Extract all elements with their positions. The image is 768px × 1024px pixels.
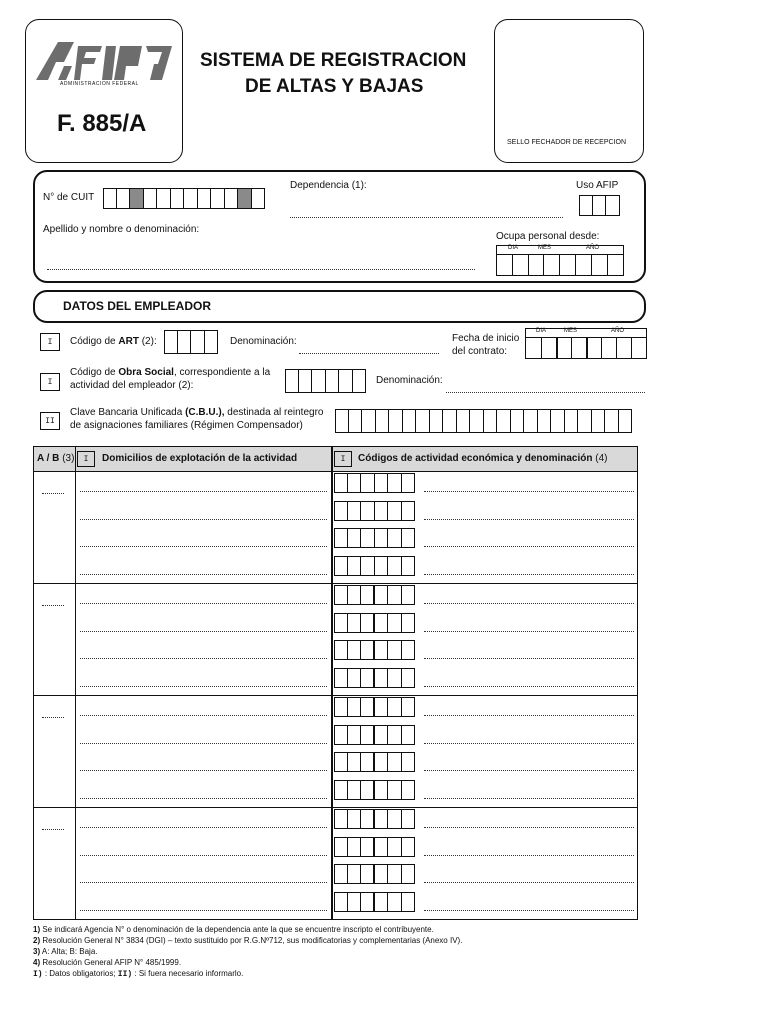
table-block-separator [34,583,637,584]
activity-code-input[interactable] [334,780,415,800]
col-codigos-mark: I [334,451,352,467]
activity-denominacion-field[interactable] [424,546,634,547]
domicilio-field[interactable] [80,546,327,547]
dependencia-label: Dependencia (1): [290,180,367,191]
activity-denominacion-field[interactable] [424,910,634,911]
domicilio-field[interactable] [80,855,327,856]
activity-denominacion-field[interactable] [424,574,634,575]
domicilio-field[interactable] [80,491,327,492]
activity-denominacion-field[interactable] [424,743,634,744]
alta-baja-field[interactable] [42,605,64,606]
domicilio-field[interactable] [80,882,327,883]
domicilio-field[interactable] [80,910,327,911]
activity-code-input[interactable] [334,837,415,857]
month-header: MES [564,328,578,334]
activity-denominacion-field[interactable] [424,827,634,828]
activity-denominacion-field[interactable] [424,658,634,659]
obra-social-code-input[interactable] [285,369,366,393]
contract-start-date[interactable] [525,328,647,359]
cbu-label-line2: de asignaciones familiares (Régimen Compensador) [70,420,303,431]
activity-code-input[interactable] [334,725,415,745]
day-header: DIA [536,328,547,334]
domicilio-field[interactable] [80,574,327,575]
year-header: AÑO [586,245,600,251]
fecha-inicio-line1: Fecha de inicio [452,333,520,344]
activity-code-input[interactable] [334,556,415,576]
activity-code-input[interactable] [334,613,415,633]
col-codigos-header: Códigos de actividad económica y denominación (4) [358,453,608,464]
activity-denominacion-field[interactable] [424,491,634,492]
apellido-label: Apellido y nombre o denominación: [43,224,200,235]
activity-denominacion-field[interactable] [424,631,634,632]
domicilio-field[interactable] [80,658,327,659]
alta-baja-field[interactable] [42,829,64,830]
art-code-label: Código de ART (2): [70,336,157,347]
obra-social-denominacion-field[interactable] [446,392,645,393]
domicilio-field[interactable] [80,770,327,771]
activity-denominacion-field[interactable] [424,519,634,520]
activity-denominacion-field[interactable] [424,798,634,799]
col-ab-header: A / B (3) [37,453,75,464]
activity-code-input[interactable] [334,501,415,521]
art-denominacion-label: Denominación: [230,336,297,347]
form-number: F. 885/A [57,110,147,137]
domicilio-field[interactable] [80,827,327,828]
col-domicilios-header: Domicilios de explotación de la actividad [102,453,298,464]
footnote-1: 1) Se indicará Agencia N° o denominación de la dependencia ante la que se encuentre inscripto el contribuyente. [33,925,434,934]
activity-code-input[interactable] [334,585,415,605]
activity-code-input[interactable] [334,697,415,717]
employer-section-title: DATOS DEL EMPLEADOR [63,299,212,313]
art-code-input[interactable] [164,330,218,354]
domicilio-field[interactable] [80,631,327,632]
activity-code-input[interactable] [334,640,415,660]
cuit-input[interactable] [103,188,265,209]
activity-denominacion-field[interactable] [424,770,634,771]
ocupa-personal-label: Ocupa personal desde: [496,231,600,242]
table-block-separator [34,695,637,696]
domicilio-field[interactable] [80,686,327,687]
activity-code-input[interactable] [334,864,415,884]
uso-afip-box [579,195,620,216]
ocupa-personal-date[interactable] [496,245,624,276]
day-header: DIA [508,245,519,251]
col-domicilios-mark: I [77,451,95,467]
obra-social-mandatory-mark: I [40,373,60,391]
cuit-label: N° de CUIT [43,192,95,203]
logo-subtitle: ADMINISTRACION FEDERAL [60,81,139,87]
activity-denominacion-field[interactable] [424,686,634,687]
domicilio-field[interactable] [80,519,327,520]
art-mandatory-mark: I [40,333,60,351]
alta-baja-field[interactable] [42,717,64,718]
activity-code-input[interactable] [334,752,415,772]
alta-baja-field[interactable] [42,493,64,494]
footnote-4: 4) Resolución General AFIP N° 485/1999. [33,958,182,967]
activity-denominacion-field[interactable] [424,603,634,604]
activity-code-input[interactable] [334,473,415,493]
form-title-line2: DE ALTAS Y BAJAS [245,76,424,97]
year-header: AÑO [611,328,625,334]
domicilio-field[interactable] [80,715,327,716]
month-header: MES [538,245,552,251]
footnote-2: 2) Resolución General N° 3834 (DGI) – texto sustituido por R.G.Nº712, sus modificatorias y complementarias (Anexo IV). [33,936,463,945]
form-title-line1: SISTEMA DE REGISTRACION [200,50,467,71]
activity-code-input[interactable] [334,528,415,548]
afip-logo [34,40,174,84]
fecha-inicio-line2: del contrato: [452,346,508,357]
table-block-separator [34,807,637,808]
domicilio-field[interactable] [80,743,327,744]
cbu-optional-mark: II [40,412,60,430]
activity-code-input[interactable] [334,668,415,688]
domicilio-field[interactable] [80,798,327,799]
cbu-label-line1: Clave Bancaria Unificada (C.B.U.), destinada al reintegro [70,407,324,418]
activity-denominacion-field[interactable] [424,855,634,856]
cbu-input[interactable] [335,409,632,433]
activity-denominacion-field[interactable] [424,715,634,716]
obra-social-denominacion-label: Denominación: [376,375,443,386]
activity-denominacion-field[interactable] [424,882,634,883]
art-denominacion-field[interactable] [299,353,439,354]
dependencia-field[interactable] [290,217,563,218]
stamp-label: SELLO FECHADOR DE RECEPCION [507,139,627,146]
domicilio-field[interactable] [80,603,327,604]
activity-code-input[interactable] [334,809,415,829]
obra-social-label-line2: actividad del empleador (2): [70,380,194,391]
uso-afip-label: Uso AFIP [576,180,619,191]
apellido-field[interactable] [47,269,475,270]
footnote-3: 3) A: Alta; B: Baja. [33,947,98,956]
obra-social-label-line1: Código de Obra Social, correspondiente a la [70,367,271,378]
activity-code-input[interactable] [334,892,415,912]
footnote-5: I) : Datos obligatorios; II) : Si fuera necesario informarlo. [33,969,244,979]
